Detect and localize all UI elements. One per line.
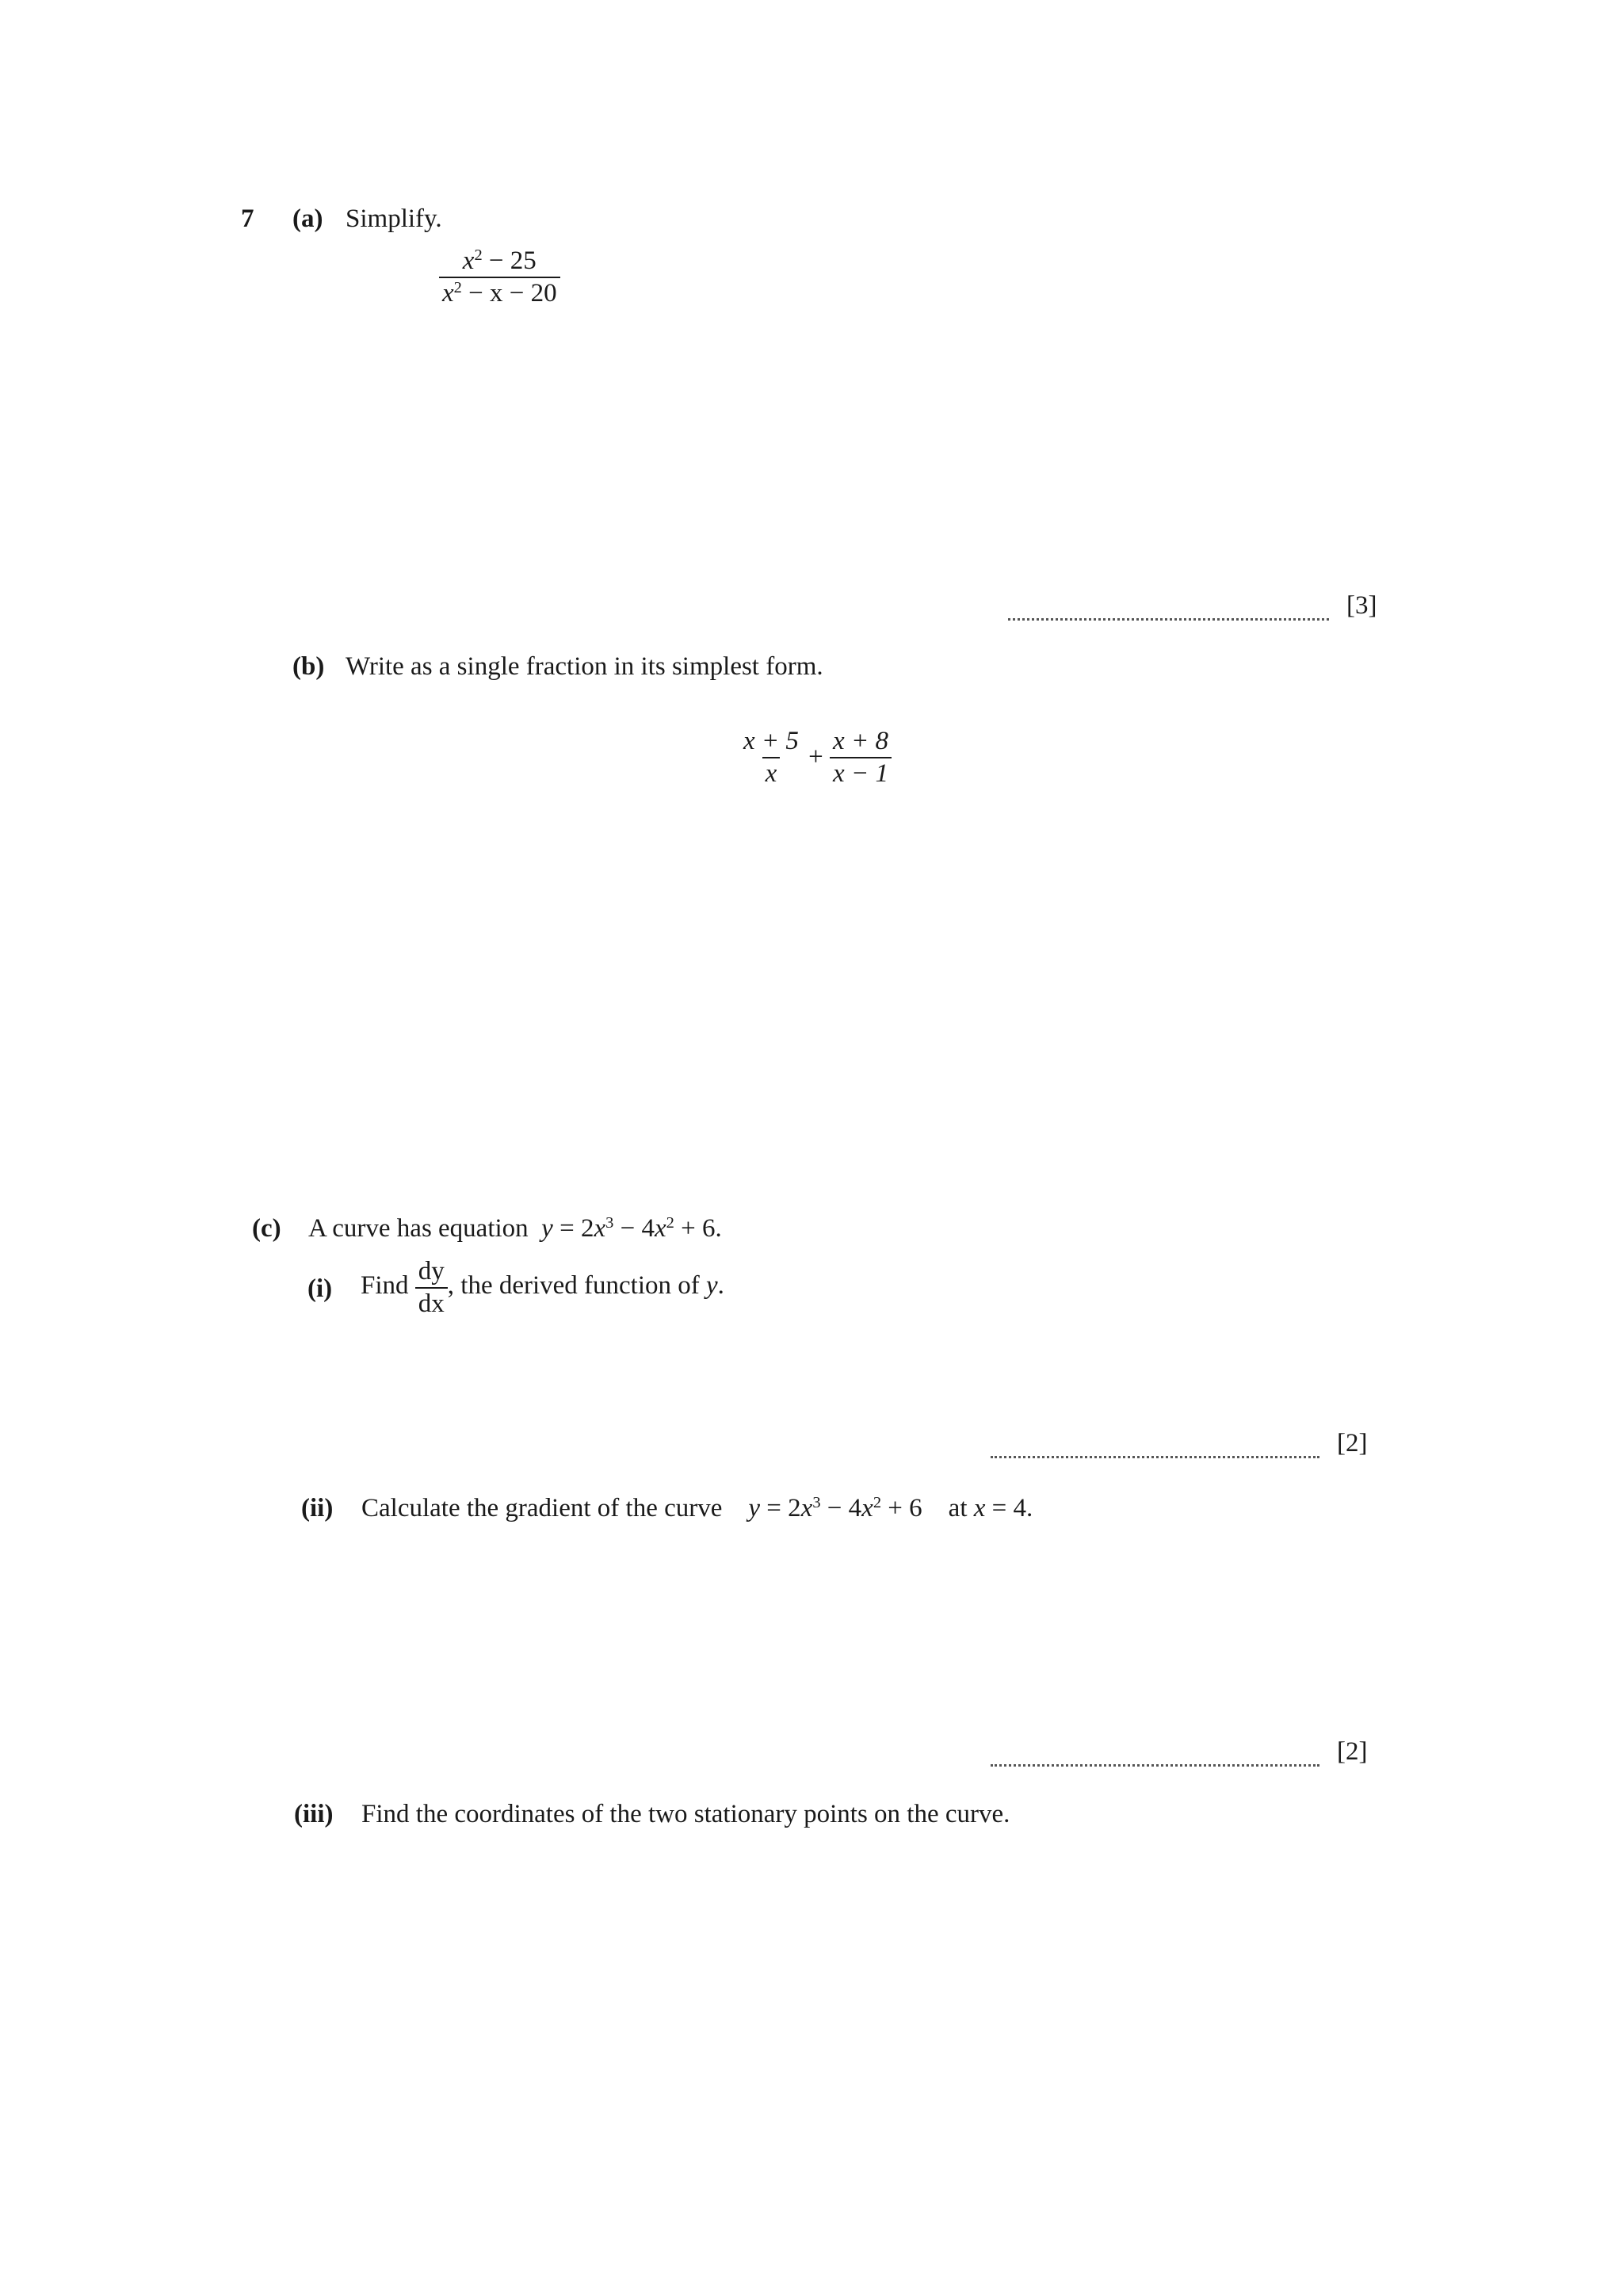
part-a-numerator: $x^2 - 25$ (462, 246, 537, 275)
part-c-ii-text: Calculate the gradient of the curve $y = 2x^3 - 4x^2 + 6$ at x = 4. (361, 1493, 1033, 1522)
part-b-frac1-denominator: x (762, 757, 781, 788)
question-number: 7 (241, 204, 254, 233)
part-c-ii-answer-line[interactable] (991, 1737, 1367, 1767)
part-c-i-marks: [2] (1337, 1429, 1368, 1457)
part-c-label: (c) (252, 1214, 281, 1243)
part-a-answer-line[interactable] (1008, 591, 1377, 621)
part-c-ii-label: (ii) (301, 1494, 334, 1522)
part-a-marks: [3] (1346, 591, 1377, 620)
part-c-i-label: (i) (307, 1274, 333, 1303)
part-c-i-answer-line[interactable] (991, 1429, 1367, 1458)
part-a-fraction (439, 247, 560, 307)
part-a-instruction: Simplify. (346, 204, 442, 233)
part-a-denominator: $x^2 - x - 20$ (439, 277, 560, 308)
part-b-label: (b) (292, 652, 325, 681)
answer-dots (991, 1764, 1319, 1767)
part-c-iii-label: (iii) (294, 1800, 334, 1828)
part-a-label: (a) (292, 204, 323, 233)
part-b-expression (740, 728, 892, 787)
part-c-stem: A curve has equation $y = 2x^3 - 4x^2 + 6$. (308, 1213, 722, 1243)
part-c-iii-text: Find the coordinates of the two stationary points on the curve. (361, 1800, 1010, 1828)
derivative-dy-dx: $\frac{dy}{dx}$ (415, 1258, 448, 1317)
part-b-instruction: Write as a single fraction in its simplest form. (346, 652, 823, 681)
part-c-ii-marks: [2] (1337, 1737, 1368, 1766)
answer-dots (991, 1456, 1319, 1458)
part-b-frac2-numerator: x + 8 (833, 727, 888, 755)
part-b-frac2-denominator: x − 1 (830, 757, 892, 788)
answer-dots (1008, 618, 1329, 621)
part-b-plus: + (808, 743, 823, 772)
part-b-frac1-numerator: x + 5 (743, 727, 799, 755)
part-c-i-text: Find $\frac{dy}{dx}$ , the derived function of y. (361, 1257, 724, 1318)
